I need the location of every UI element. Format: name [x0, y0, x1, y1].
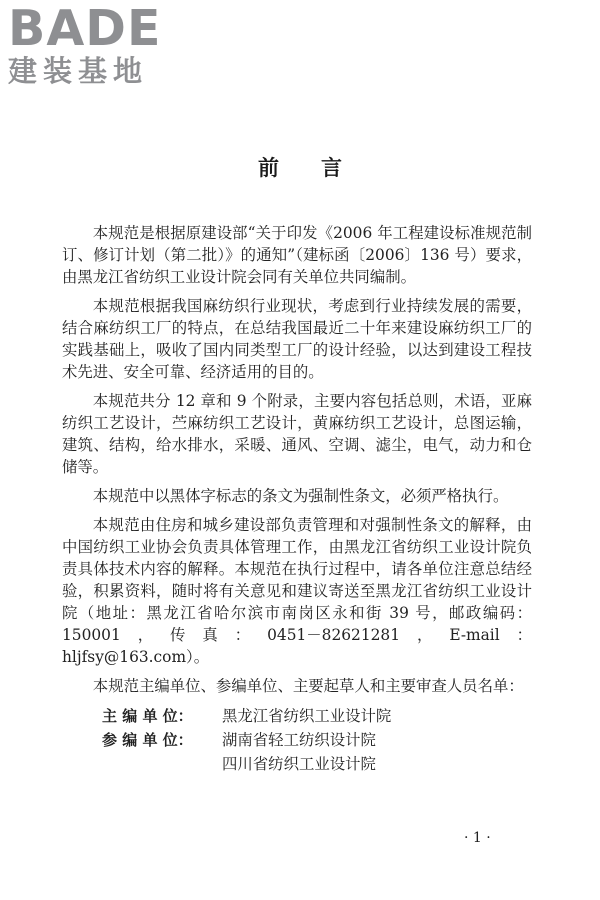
paragraph-mandatory: 本规范中以黑体字标志的条文为强制性条文，必须严格执行。 — [92, 487, 509, 505]
participant-unit-value-2: 四川省纺织工业设计院 — [222, 755, 376, 773]
staff-list — [62, 704, 532, 776]
chief-unit-row — [62, 704, 532, 728]
page-number: · 1 · — [464, 830, 491, 846]
paragraph-staff-intro: 本规范主编单位、参编单位、主要起草人和主要审查人员名单： — [92, 677, 524, 695]
paragraph-contents: 本规范共分 12 章和 9 个附录，主要内容包括总则，术语，亚麻纺织工艺设计，苎麻纺织工艺设计，黄麻纺织工艺设计，总图运输，建筑、结构，给水排水，采暖、通风、空调、滤尘，电气，动力和仓储等。 — [62, 392, 532, 476]
paragraph-management: 本规范由住房和城乡建设部负责管理和对强制性条文的解释，由中国纺织工业协会负责具体管理工作，由黑龙江省纺织工业设计院负责具体技术内容的解释。本规范在执行过程中，请各单位注意总结经验，积累资料，随时将有关意见和建议寄送至黑龙江省纺织工业设计院（地址：黑龙江省哈尔滨市南岗区永和街 39 号，邮政编码：150001，传真：0451－82621281，E-mail：hljfsy@163.com）。 — [62, 516, 532, 666]
bade-logo — [8, 0, 178, 88]
paragraph-basis: 本规范是根据原建设部“关于印发《2006 年工程建设标准规范制订、修订计划（第二批）》的通知”（建标函〔2006〕136 号）要求，由黑龙江省纺织工业设计院会同有关单位共同编制。 — [62, 224, 532, 286]
participant-unit-row — [62, 728, 532, 752]
chief-unit-value: 黑龙江省纺织工业设计院 — [222, 707, 392, 725]
logo-subtitle: 建装基地 — [8, 54, 149, 88]
participant-unit-value: 湖南省轻工纺织设计院 — [222, 731, 376, 749]
document-body — [62, 222, 532, 776]
participant-unit-label: 参 编 单 位： — [102, 731, 193, 749]
chief-unit-label: 主 编 单 位： — [102, 707, 193, 725]
paragraph-purpose: 本规范根据我国麻纺织行业现状，考虑到行业持续发展的需要，结合麻纺织工厂的特点，在总结我国最近二十年来建设麻纺织工厂的实践基础上，吸收了国内同类型工厂的设计经验，以达到建设工程技术先进、安全可靠、经济适用的目的。 — [62, 297, 532, 381]
logo-wordmark: BADE — [8, 0, 162, 57]
page-title: 前言 — [258, 155, 384, 180]
